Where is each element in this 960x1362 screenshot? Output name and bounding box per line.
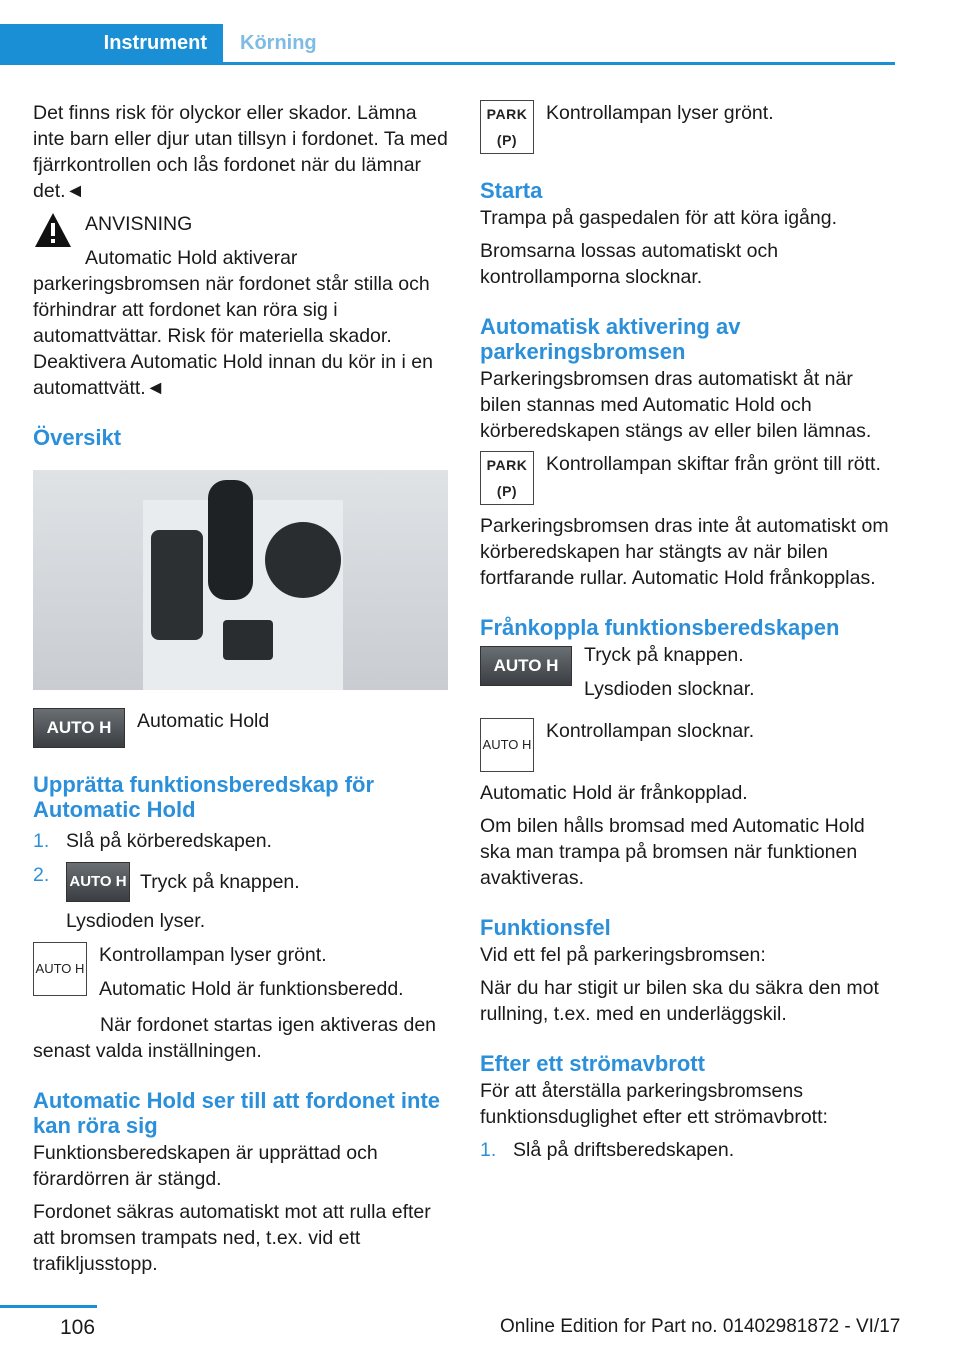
lamp-off-row: AUTO H Kontrollampan slocknar. xyxy=(480,718,898,772)
list-item: 1. Slå på driftsberedskapen. xyxy=(480,1139,735,1161)
heading-ser: Automatic Hold ser till att fordonet inte kan röra sig xyxy=(33,1088,441,1138)
list-item: 1. Slå på körberedskapen. xyxy=(33,830,272,852)
list-item: 2. AUTO H Tryck på knappen. Lysdioden lyser. xyxy=(33,864,300,932)
tab-korning[interactable]: Körning xyxy=(240,32,317,54)
heading-automatisk: Automatisk aktivering av parkeringsbromsen xyxy=(480,314,741,364)
chapter-tabbar xyxy=(0,24,895,65)
left-column: Det finns risk för olyckor eller skador. Lämna inte barn eller djur utan tillsyn i fordonet. Ta med fjärrkontrollen och lås fordonet när du lämnar det.◄ ANVISNING Automatic Hold aktiverar parkeringsbromsen när fordonet står stilla och förhindrar att fordonet kan röra sig i automattvättar. Risk för materiella skador. Deaktivera Automatic Hold innan du kör in i en automattvätt.◄ Översikt AUTO H Automatic Hold Upprätta funktionsberedskap för Automatic Hold 1. Slå på körberedskapen. 2. AUTO H Tryck på knappen. Lysdioden lyser. AUTO H Kontrollampan lyser grönt. Automatic Hold är funktionsberedd. När fordonet startas igen aktiveras den senast valda inställningen. Automatic Hold ser till att fordonet inte kan röra sig Funktionsberedskapen är upprättad och förardörren är stängd. Fordonet säkras automatiskt mot att rulla efter att bromsen trampats ned, t.ex. vid ett trafikljusstopp. xyxy=(33,102,448,1275)
notice-title: ANVISNING xyxy=(85,213,193,235)
warning-continued-text: Det finns risk för olyckor eller skador. Lämna inte barn eller djur utan tillsyn i fordonet. Ta med fjärrkontrollen och lås fordonet när du lämnar det.◄ xyxy=(33,102,448,202)
frank-button-row: AUTO H Tryck på knappen. Lysdioden slocknar. xyxy=(480,642,898,710)
setup-steps xyxy=(33,828,448,934)
auto-h-lamp-icon: AUTO H xyxy=(480,718,534,772)
heading-frankoppla: Frånkoppla funktionsberedskapen xyxy=(480,615,840,640)
lamp-row: AUTO H Kontrollampan lyser grönt. Automatic Hold är funktionsberedd. xyxy=(33,942,448,1010)
notice-block xyxy=(33,211,448,249)
auto-h-lamp-icon: AUTO H xyxy=(33,942,87,996)
park-lamp-icon: PARK (P) xyxy=(480,451,534,505)
auto-h-button-icon: AUTO H xyxy=(33,708,125,748)
heading-upprata: Upprätta funktionsberedskap för Automatic Hold xyxy=(33,772,375,822)
lamp-note: När fordonet startas igen aktiveras den senast valda inställningen. xyxy=(33,1014,437,1062)
heading-funktionsfel: Funktionsfel xyxy=(480,915,611,940)
edition-line: Online Edition for Part no. 01402981872 - VI/17 xyxy=(500,1316,901,1337)
park-lamp-icon: PARK (P) xyxy=(480,100,534,154)
page-number: 106 xyxy=(60,1316,96,1339)
heading-starta: Starta xyxy=(480,178,543,203)
autoh-caption-row xyxy=(33,708,448,748)
heading-oversikt: Översikt xyxy=(33,425,122,450)
restore-steps xyxy=(480,1137,898,1163)
notice-text: Automatic Hold aktiverar parkeringsbromsen när fordonet står stilla och förhindrar att fordonet kan röra sig i automattvättar. Risk för materiella skador. Deaktivera Automatic Hold innan du kör in i en automattvätt.◄ xyxy=(33,247,433,399)
tab-instrument[interactable]: Instrument xyxy=(0,24,223,62)
park-lamp-row: PARK (P) Kontrollampan skiftar från grönt till rött. xyxy=(480,451,898,505)
warning-triangle-icon xyxy=(33,211,73,249)
autoh-caption: Automatic Hold xyxy=(137,710,270,732)
auto-h-button-icon: AUTO H xyxy=(480,646,572,686)
auto-h-button-icon: AUTO H xyxy=(66,862,130,902)
console-photo xyxy=(33,470,448,690)
right-column: PARK (P) Kontrollampan lyser grönt. Starta Trampa på gaspedalen för att köra igång. Bromsarna lossas automatiskt och kontrollamporna slocknar. Automatisk aktivering av parkeringsbromsen Parkeringsbromsen dras automatiskt åt när bilen stannas med Automatic Hold och körberedskapen stängs av eller bilen lämnas. PARK (P) Kontrollampan skiftar från grönt till rött. Parkeringsbromsen dras inte åt automatiskt om körberedskapen har stängts av när bilen fortfarande rullar. Automatic Hold frånkopplas. Frånkoppla funktionsberedskapen AUTO H Tryck på knappen. Lysdioden slocknar. AUTO H Kontrollampan slocknar. Automatic Hold är frånkopplad. Om bilen hålls bromsad med Automatic Hold ska man trampa på bromsen när funktionen avaktiveras. Funktionsfel Vid ett fel på parkeringsbromsen: När du har stigit ur bilen ska du säkra den mot rullning, t.ex. med en underläggskil. Efter ett strömavbrott För att återställa parkeringsbromsens funktionsduglighet efter ett strömavbrott: 1. Slå på driftsberedskapen. xyxy=(480,100,898,1171)
heading-stromavbrott: Efter ett strömavbrott xyxy=(480,1051,705,1076)
footer-rule xyxy=(0,1305,97,1308)
park-lamp-row: PARK (P) Kontrollampan lyser grönt. xyxy=(480,100,898,154)
